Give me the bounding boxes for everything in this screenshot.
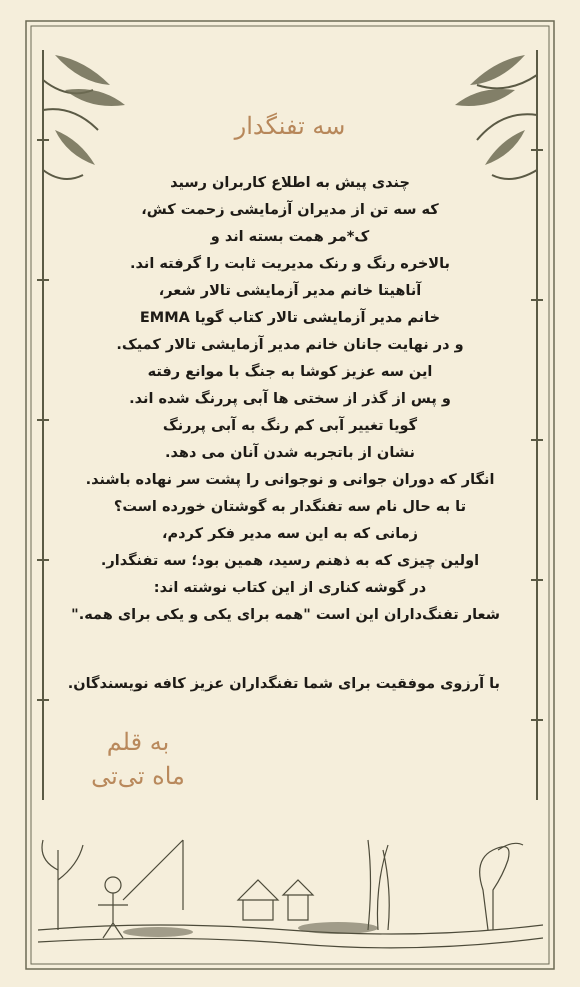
body-line: گویا تغییر آبی کم رنگ به آبی پررنگ (162, 418, 418, 434)
body-line: زمانی که به این سه مدیر فکر کردم، (162, 526, 418, 542)
body-line: آناهیتا خانم مدیر آزمایشی تالار شعر، (158, 283, 422, 299)
body-line: شعار تفنگ‌داران این است "همه برای یکی و یکی برای همه." (71, 607, 500, 623)
body-line: بالاخره رنگ و رنک مدیریت ثابت را گرفته اند. (130, 256, 450, 272)
body-line: که سه تن از مدیران آزمایشی زحمت کش، (141, 202, 439, 218)
letter-body (71, 170, 500, 629)
closing-line: با آرزوی موفقیت برای شما تفنگداران عزیز کافه نویسندگان. (67, 676, 500, 692)
signature-line-1: به قلم (106, 728, 170, 756)
body-line: در گوشه کناری از این کتاب نوشته اند: (153, 580, 427, 596)
body-line: اولین چیزی که به ذهنم رسید، همین بود؛ سه تفنگدار. (100, 553, 480, 569)
body-line: نشان از باتجربه شدن آنان می دهد. (165, 445, 415, 461)
body-line: انگار که دوران جوانی و نوجوانی را پشت سر نهاده باشند. (85, 472, 495, 488)
page-title: سه تفنگدار (234, 112, 346, 140)
signature-line-2: ماه تی‌تی (91, 762, 185, 790)
body-line: چندی پیش به اطلاع کاربران رسید (170, 175, 410, 191)
landscape-illustration (38, 780, 543, 955)
landscape-art (38, 780, 543, 955)
body-line: ک*مر همت بسته اند و (210, 229, 370, 245)
body-line: و پس از گذر از سختی ها آبی پررنگ شده اند. (129, 391, 451, 407)
leaf-cluster-icon (455, 55, 525, 165)
body-line: و در نهایت جانان خانم مدیر آزمایشی تالار کمیک. (116, 337, 464, 353)
body-line: این سه عزیز کوشا به جنگ با موانع رفته (147, 364, 433, 380)
body-line: تا به حال نام سه تفنگدار به گوشتان خورده است؟ (113, 499, 467, 515)
body-line: خانم مدیر آزمایشی تالار کتاب گویا EMMA (139, 310, 441, 326)
